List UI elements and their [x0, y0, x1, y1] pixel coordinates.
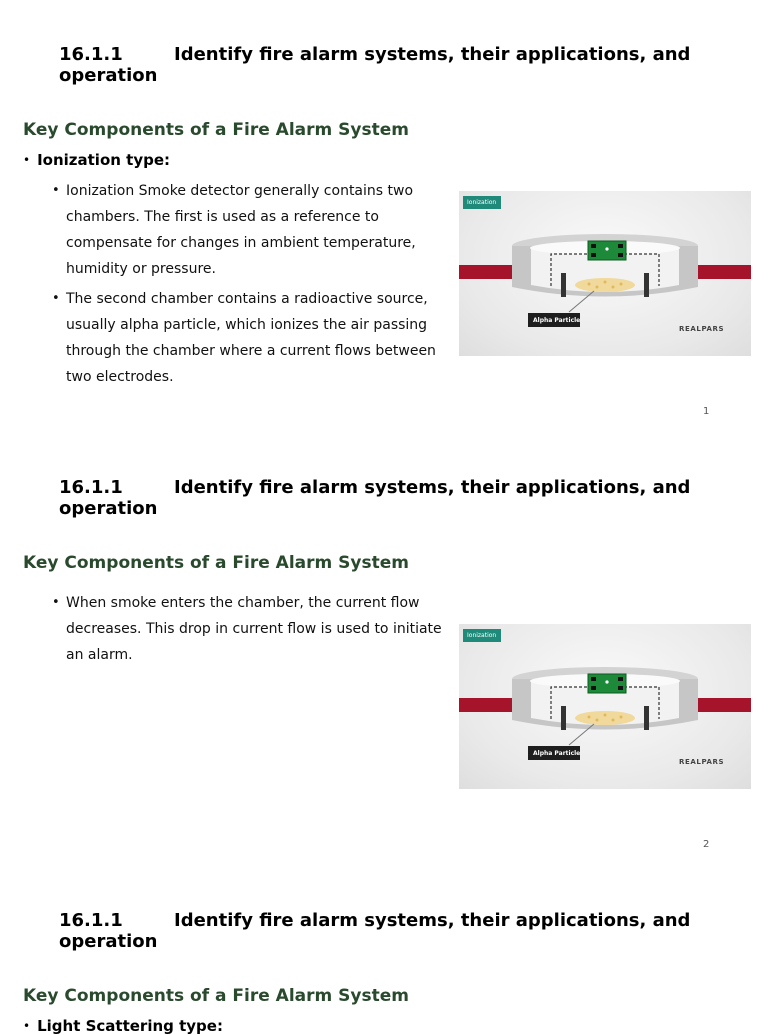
alpha-particles	[575, 711, 635, 725]
slide-title	[59, 44, 719, 86]
page-number: 1	[703, 406, 710, 417]
list-item: • When smoke enters the chamber, the current flow decreases. This drop in current flow is used to initiate an alarm.	[52, 590, 452, 668]
ionization-detector-figure	[459, 191, 751, 356]
bullet-ionization-type: • Ionization type:	[23, 151, 171, 169]
page-number: 2	[703, 839, 710, 850]
section-heading: Key Components of a Fire Alarm System	[23, 553, 409, 573]
title-text: Identify fire alarm systems, their applications, and operation	[59, 910, 691, 952]
slide-title	[59, 910, 719, 952]
figure-tag: Ionization	[467, 199, 497, 206]
figure-brand-logo: REALPARS	[679, 758, 725, 766]
list-item: • Ionization Smoke detector generally contains two chambers. The first is used as a reference to compensate for changes in ambient temperature, humidity or pressure.	[52, 178, 452, 282]
red-bar-right	[696, 265, 751, 279]
list-item: • The second chamber contains a radioactive source, usually alpha particle, which ionizes the air passing through the chamber where a current flows between two electrodes.	[52, 286, 452, 390]
slide-title	[59, 477, 719, 519]
electrode-right	[644, 273, 649, 297]
figure-particle-label: Alpha Particle	[533, 317, 581, 324]
section-number: 16.1.1	[59, 44, 123, 65]
section-number: 16.1.1	[59, 910, 123, 931]
electrode-right	[644, 706, 649, 730]
alpha-particles	[575, 278, 635, 292]
electrode-left	[561, 706, 566, 730]
bullet-label: Ionization type:	[37, 151, 171, 169]
figure-tag: Ionization	[467, 632, 497, 639]
title-text: Identify fire alarm systems, their applications, and operation	[59, 44, 691, 86]
figure-brand-logo: REALPARS	[679, 325, 725, 333]
bullet-light-scattering-type: • Light Scattering type:	[23, 1017, 223, 1035]
red-bar-left	[459, 698, 514, 712]
figure-particle-label: Alpha Particle	[533, 750, 581, 757]
ionization-detector-figure	[459, 624, 751, 789]
section-heading: Key Components of a Fire Alarm System	[23, 120, 409, 140]
detail-list	[52, 590, 452, 672]
section-number: 16.1.1	[59, 477, 123, 498]
bullet-label: Light Scattering type:	[37, 1017, 223, 1035]
electrode-left	[561, 273, 566, 297]
red-bar-left	[459, 265, 514, 279]
title-text: Identify fire alarm systems, their applications, and operation	[59, 477, 691, 519]
detail-list	[52, 178, 452, 394]
section-heading: Key Components of a Fire Alarm System	[23, 986, 409, 1006]
red-bar-right	[696, 698, 751, 712]
